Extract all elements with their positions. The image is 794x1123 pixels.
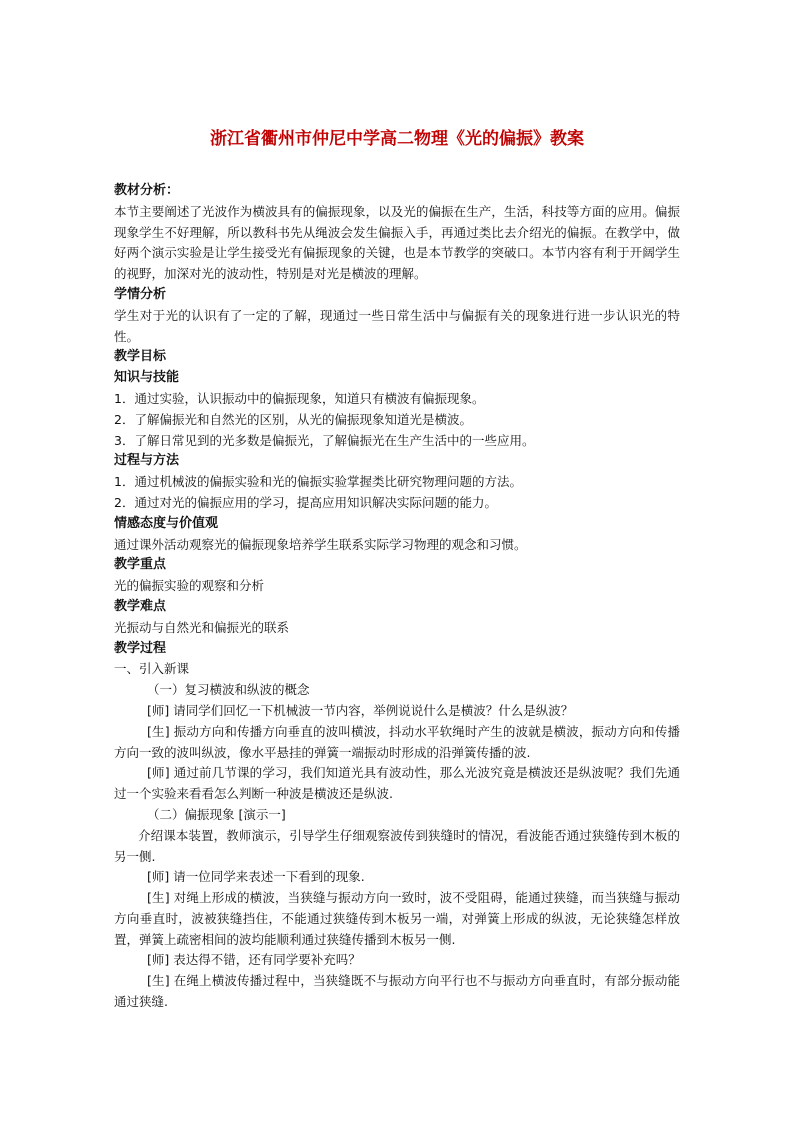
paragraph: 1．通过机械波的偏振实验和光的偏振实验掌握类比研究物理问题的方法。 xyxy=(114,474,522,490)
section-heading: 学情分析 xyxy=(114,286,167,302)
paragraph: 本节主要阐述了光波作为横波具有的偏振现象，以及光的偏振在生产，生活，科技等方面的应用。偏振现象学生不好理解，所以教科书先从绳波会发生偏振入手，再通过类比去介绍光的偏振。在教学中，做好两个演示实验是让学生接受光有偏振现象的关键，也是本节教学的突破口。本节内容有利于开阔学生的视野，加深对光的波动性，特别是对光是横波的理解。 xyxy=(114,203,680,282)
paragraph: 光的偏振实验的观察和分析 xyxy=(114,578,265,594)
paragraph: 1．通过实验，认识振动中的偏振现象，知道只有横波有偏振现象。 xyxy=(114,390,485,406)
section-heading: 教学过程 xyxy=(114,640,167,656)
document-page xyxy=(114,128,680,1013)
paragraph: 2．了解偏振光和自然光的区别，从光的偏振现象知道光是横波。 xyxy=(114,411,472,427)
paragraph: [师] 请同学们回忆一下机械波一节内容，举例说说什么是横波？什么是纵波？ xyxy=(147,702,574,718)
paragraph: 学生对于光的认识有了一定的了解，现通过一些日常生活中与偏振有关的现象进行进一步认识光的特性。 xyxy=(114,307,680,344)
paragraph: （一）复习横波和纵波的概念 xyxy=(147,682,310,698)
section-heading: 情感态度与价值观 xyxy=(114,515,219,531)
section-heading: 教材分析： xyxy=(114,183,180,198)
document-title: 浙江省衢州市仲尼中学高二物理《光的偏振》教案 xyxy=(210,129,584,149)
paragraph: 3．了解日常见到的光多数是偏振光，了解偏振光在生产生活中的一些应用。 xyxy=(114,432,535,448)
paragraph: [生] 在绳上横波传播过程中，当狭缝既不与振动方向平行也不与振动方向垂直时，有部分振动能通过狭缝. xyxy=(114,973,680,1010)
paragraph: [师] 通过前几节课的学习，我们知道光具有波动性，那么光波究竟是横波还是纵波呢？我们先通过一个实验来看看怎么判断一种波是横波还是纵波. xyxy=(114,765,680,802)
paragraph: 光振动与自然光和偏振光的联系 xyxy=(114,619,290,635)
paragraph: 介绍课本装置，教师演示，引导学生仔细观察波传到狭缝时的情况，看波能否通过狭缝传到木板的另一侧. xyxy=(114,827,680,864)
section-heading: 过程与方法 xyxy=(114,453,180,469)
section-heading: 教学难点 xyxy=(114,598,167,614)
paragraph: 一、引入新课 xyxy=(114,661,190,677)
paragraph: [生] 振动方向和传播方向垂直的波叫横波，抖动水平软绳时产生的波就是横波，振动方向和传播方向一致的波叫纵波，像水平悬挂的弹簧一端振动时形成的沿弹簧传播的波. xyxy=(114,723,680,760)
section-heading: 知识与技能 xyxy=(114,370,180,386)
paragraph: 通过课外活动观察光的偏振现象培养学生联系实际学习物理的观念和习惯。 xyxy=(114,536,527,552)
paragraph: [生] 对绳上形成的横波，当狭缝与振动方向一致时，波不受阻碍，能通过狭缝，而当狭缝与振动方向垂直时，波被狭缝挡住，不能通过狭缝传到木板另一端，对弹簧上形成的纵波，无论狭缝怎样放置，弹簧上疏密相间的波均能顺利通过狭缝传播到木板另一侧. xyxy=(114,890,680,947)
section-heading: 教学目标 xyxy=(114,349,167,365)
paragraph: [师] 请一位同学来表述一下看到的现象. xyxy=(147,869,365,885)
section-heading: 教学重点 xyxy=(114,557,167,573)
paragraph: 2．通过对光的偏振应用的学习，提高应用知识解决实际问题的能力。 xyxy=(114,494,497,510)
paragraph: （二）偏振现象 [演示一] xyxy=(147,806,286,822)
paragraph: [师] 表达得不错，还有同学要补充吗？ xyxy=(147,952,361,968)
document-body xyxy=(114,181,680,1013)
